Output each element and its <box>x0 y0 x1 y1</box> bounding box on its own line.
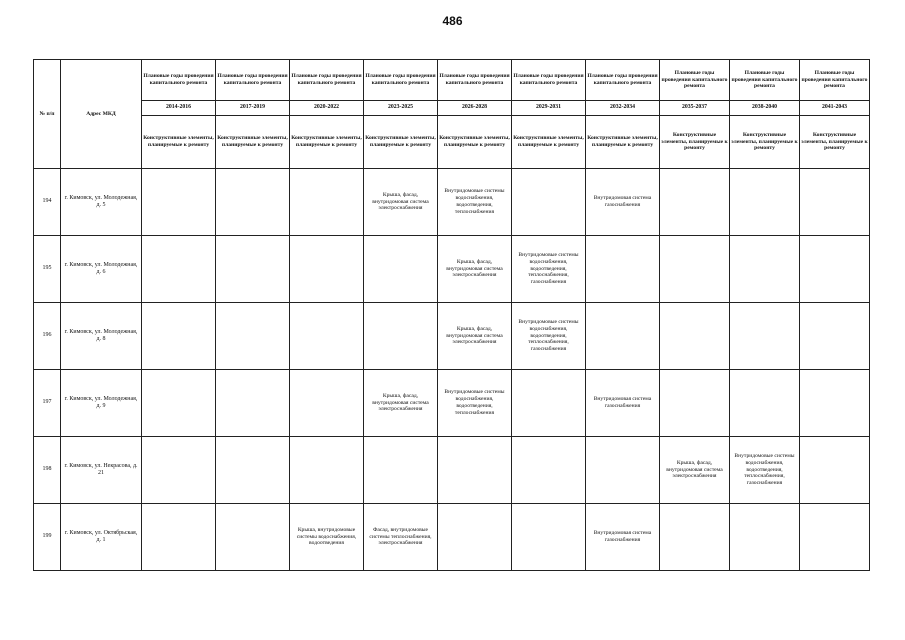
repair-elements-cell: Внутридомовые системы водоснабжения, водоотведения, теплоснабжения <box>438 169 512 236</box>
repair-elements-cell <box>142 504 216 571</box>
row-address: г. Кимовск, ул. Молодежная, д. 6 <box>61 236 142 303</box>
repair-elements-cell <box>730 303 800 370</box>
repair-elements-cell <box>800 303 870 370</box>
repair-elements-cell: Крыша, фасад, внутридомовая система электроснабжения <box>438 236 512 303</box>
repair-elements-cell: Внутридомовые системы водоснабжения, водоотведения, теплоснабжения <box>438 370 512 437</box>
elements-header: Конструктивные элементы, планируемые к ремонту <box>800 116 870 169</box>
repair-elements-cell: Внутридомовые системы водоснабжения, водоотведения, теплоснабжения, газоснабжения <box>730 437 800 504</box>
repair-elements-cell <box>216 370 290 437</box>
table-body <box>34 169 870 571</box>
repair-elements-cell: Внутридомовая система газоснабжения <box>586 370 660 437</box>
period-years-header: 2014-2016 <box>142 101 216 116</box>
period-title-header: Плановые годы проведения капитального ремонта <box>142 60 216 101</box>
repair-elements-cell: Крыша, фасад, внутридомовая система электроснабжения <box>364 169 438 236</box>
repair-elements-cell <box>364 303 438 370</box>
row-address: г. Кимовск, ул. Молодежная, д. 5 <box>61 169 142 236</box>
period-years-header: 2023-2025 <box>364 101 438 116</box>
repair-elements-cell <box>142 370 216 437</box>
repair-elements-cell <box>730 504 800 571</box>
elements-header: Конструктивные элементы, планируемые к ремонту <box>364 116 438 169</box>
header-row-periods-title <box>34 60 870 101</box>
repair-elements-cell: Фасад, внутридомовые системы теплоснабжения, электроснабжения <box>364 504 438 571</box>
period-years-header: 2038-2040 <box>730 101 800 116</box>
elements-header: Конструктивные элементы, планируемые к ремонту <box>660 116 730 169</box>
repair-elements-cell <box>290 303 364 370</box>
row-address: г. Кимовск, ул. Некрасова, д. 21 <box>61 437 142 504</box>
repair-elements-cell <box>290 437 364 504</box>
row-number: 195 <box>34 236 61 303</box>
repair-elements-cell <box>142 303 216 370</box>
table-row <box>34 504 870 571</box>
repair-elements-cell <box>438 504 512 571</box>
repair-elements-cell: Внутридомовая система газоснабжения <box>586 504 660 571</box>
repair-elements-cell <box>730 169 800 236</box>
row-number: 196 <box>34 303 61 370</box>
table-row <box>34 169 870 236</box>
period-years-header: 2032-2034 <box>586 101 660 116</box>
elements-header: Конструктивные элементы, планируемые к ремонту <box>438 116 512 169</box>
period-years-header: 2041-2043 <box>800 101 870 116</box>
table-row <box>34 236 870 303</box>
repair-elements-cell <box>290 370 364 437</box>
period-title-header: Плановые годы проведения капитального ремонта <box>800 60 870 101</box>
period-years-header: 2020-2022 <box>290 101 364 116</box>
repair-elements-cell <box>660 303 730 370</box>
row-number: 199 <box>34 504 61 571</box>
repair-elements-cell: Внутридомовые системы водоснабжения, водоотведения, теплоснабжения, газоснабжения <box>512 236 586 303</box>
period-title-header: Плановые годы проведения капитального ремонта <box>216 60 290 101</box>
column-header-number: № п/п <box>34 60 61 169</box>
row-address: г. Кимовск, ул. Октябрьская, д. 1 <box>61 504 142 571</box>
repair-elements-cell <box>216 437 290 504</box>
elements-header: Конструктивные элементы, планируемые к ремонту <box>216 116 290 169</box>
repair-elements-cell <box>800 370 870 437</box>
table-row <box>34 437 870 504</box>
row-number: 197 <box>34 370 61 437</box>
repair-elements-cell <box>512 169 586 236</box>
elements-header: Конструктивные элементы, планируемые к ремонту <box>512 116 586 169</box>
repair-elements-cell <box>730 370 800 437</box>
repair-elements-cell: Крыша, фасад, внутридомовая система электроснабжения <box>438 303 512 370</box>
row-address: г. Кимовск, ул. Молодежная, д. 9 <box>61 370 142 437</box>
repair-elements-cell: Внутридомовые системы водоснабжения, водоотведения, теплоснабжения, газоснабжения <box>512 303 586 370</box>
repair-elements-cell <box>512 370 586 437</box>
row-number: 198 <box>34 437 61 504</box>
page-number: 486 <box>442 14 463 28</box>
repair-elements-cell <box>290 169 364 236</box>
repair-elements-cell: Внутридомовая система газоснабжения <box>586 169 660 236</box>
repair-elements-cell: Крыша, фасад, внутридомовая система электроснабжения <box>660 437 730 504</box>
elements-header: Конструктивные элементы, планируемые к ремонту <box>730 116 800 169</box>
repair-elements-cell <box>730 236 800 303</box>
repair-elements-cell <box>800 169 870 236</box>
elements-header: Конструктивные элементы, планируемые к ремонту <box>290 116 364 169</box>
period-title-header: Плановые годы проведения капитального ремонта <box>438 60 512 101</box>
period-title-header: Плановые годы проведения капитального ремонта <box>586 60 660 101</box>
period-years-header: 2026-2028 <box>438 101 512 116</box>
elements-header: Конструктивные элементы, планируемые к ремонту <box>586 116 660 169</box>
period-title-header: Плановые годы проведения капитального ремонта <box>512 60 586 101</box>
repair-elements-cell <box>586 303 660 370</box>
period-years-header: 2029-2031 <box>512 101 586 116</box>
row-address: г. Кимовск, ул. Молодежная, д. 8 <box>61 303 142 370</box>
repair-elements-cell <box>142 437 216 504</box>
repair-elements-cell <box>364 437 438 504</box>
repair-elements-cell <box>660 236 730 303</box>
repair-elements-cell <box>216 504 290 571</box>
repair-elements-cell <box>660 504 730 571</box>
repair-elements-cell <box>586 236 660 303</box>
repair-elements-cell: Крыша, внутридомовые системы водоснабжения, водоотведения <box>290 504 364 571</box>
header-row-periods <box>34 101 870 116</box>
repair-elements-cell <box>660 169 730 236</box>
repair-elements-cell <box>216 303 290 370</box>
period-years-header: 2017-2019 <box>216 101 290 116</box>
capital-repair-table <box>33 59 870 571</box>
repair-elements-cell <box>586 437 660 504</box>
elements-header: Конструктивные элементы, планируемые к ремонту <box>142 116 216 169</box>
header-row-elements <box>34 116 870 169</box>
repair-elements-cell <box>216 236 290 303</box>
repair-elements-cell <box>364 236 438 303</box>
table-row <box>34 370 870 437</box>
repair-elements-cell <box>142 169 216 236</box>
repair-elements-cell <box>142 236 216 303</box>
period-title-header: Плановые годы проведения капитального ремонта <box>730 60 800 101</box>
column-header-address: Адрес МКД <box>61 60 142 169</box>
repair-elements-cell <box>800 236 870 303</box>
period-years-header: 2035-2037 <box>660 101 730 116</box>
period-title-header: Плановые годы проведения капитального ремонта <box>660 60 730 101</box>
repair-elements-cell <box>800 437 870 504</box>
repair-elements-cell <box>290 236 364 303</box>
repair-elements-cell <box>216 169 290 236</box>
period-title-header: Плановые годы проведения капитального ремонта <box>290 60 364 101</box>
repair-elements-cell <box>800 504 870 571</box>
repair-elements-cell <box>512 437 586 504</box>
repair-elements-cell <box>512 504 586 571</box>
repair-elements-cell <box>660 370 730 437</box>
period-title-header: Плановые годы проведения капитального ремонта <box>364 60 438 101</box>
table-row <box>34 303 870 370</box>
repair-elements-cell: Крыша, фасад, внутридомовая система электроснабжения <box>364 370 438 437</box>
repair-elements-cell <box>438 437 512 504</box>
row-number: 194 <box>34 169 61 236</box>
